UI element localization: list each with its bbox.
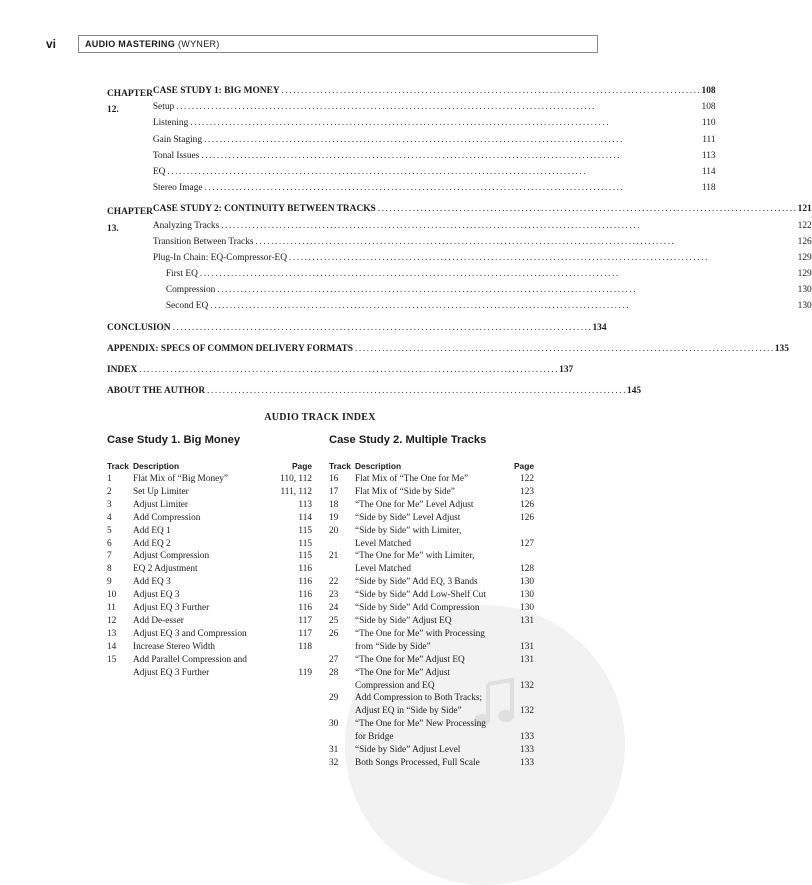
track-number: 3 xyxy=(107,499,112,510)
track-row[interactable] xyxy=(329,641,534,654)
track-number: 23 xyxy=(329,590,339,601)
track-number: 5 xyxy=(107,525,112,536)
track-number: 1 xyxy=(107,474,112,484)
track-description: Add Compression to Both Tracks; xyxy=(355,693,483,704)
track-description: Adjust EQ in “Side by Side” xyxy=(355,706,462,717)
track-description: from “Side by Side” xyxy=(355,641,431,652)
track-page xyxy=(504,667,534,680)
track-page: 113 xyxy=(298,499,312,510)
track-description: Add EQ 3 xyxy=(133,577,171,588)
toc-conclusion[interactable]: CONCLUSION . . . 134 xyxy=(107,323,533,344)
table-header: Track Description Page xyxy=(329,461,534,471)
track-number xyxy=(329,680,355,693)
track-row[interactable] xyxy=(107,550,312,563)
toc-entry[interactable]: Analyzing Tracks . . . 122 xyxy=(153,221,812,237)
track-row[interactable] xyxy=(107,602,312,615)
track-page xyxy=(504,628,534,641)
track-number: 19 xyxy=(329,512,339,523)
track-number: 10 xyxy=(107,590,117,601)
track-description: Add Compression xyxy=(133,512,201,523)
track-page xyxy=(504,718,534,731)
toc-entry[interactable]: Stereo Image . . . 118 xyxy=(153,183,716,199)
track-number: 18 xyxy=(329,499,339,510)
track-description: Adjust Compression xyxy=(133,551,210,562)
track-description: Adjust EQ 3 Further xyxy=(133,603,210,614)
track-number: 2 xyxy=(107,486,112,497)
track-number: 9 xyxy=(107,577,112,588)
track-description: Adjust EQ 3 and Compression xyxy=(133,628,247,639)
track-description: “The One for Me” Level Adjust xyxy=(355,499,474,510)
track-row[interactable] xyxy=(329,680,534,693)
track-row[interactable] xyxy=(107,667,312,680)
track-list-2 xyxy=(329,473,534,770)
track-number: 17 xyxy=(329,486,339,497)
track-page: 116 xyxy=(298,603,312,614)
track-row[interactable] xyxy=(107,615,312,628)
track-row[interactable] xyxy=(329,744,534,757)
track-page: 128 xyxy=(520,564,534,575)
table-of-contents xyxy=(107,86,812,407)
track-number: 12 xyxy=(107,615,117,626)
toc-index[interactable]: INDEX . . . 137 xyxy=(107,365,533,386)
case-study-2-heading: Case Study 2. Multiple Tracks xyxy=(329,434,487,446)
track-page: 115 xyxy=(298,538,312,549)
track-number: 32 xyxy=(329,757,339,768)
track-row[interactable] xyxy=(107,628,312,641)
track-number: 16 xyxy=(329,474,339,484)
track-page: 132 xyxy=(520,680,534,691)
track-page: 117 xyxy=(298,615,312,626)
track-number xyxy=(329,705,355,718)
audio-track-index-title: AUDIO TRACK INDEX xyxy=(264,412,376,423)
track-row[interactable] xyxy=(329,550,534,563)
track-page: 130 xyxy=(520,590,534,601)
track-row[interactable] xyxy=(329,667,534,680)
track-number: 7 xyxy=(107,551,112,562)
track-row[interactable] xyxy=(107,563,312,576)
track-page: 117 xyxy=(298,628,312,639)
track-row[interactable] xyxy=(329,525,534,538)
track-page: 130 xyxy=(520,577,534,588)
track-row[interactable] xyxy=(329,615,534,628)
track-description: EQ 2 Adjustment xyxy=(133,564,198,575)
track-row[interactable] xyxy=(107,538,312,551)
track-description: Set Up Limiter xyxy=(133,486,189,497)
track-description: Adjust EQ 3 xyxy=(133,590,180,601)
track-description: “The One for Me” Adjust xyxy=(355,667,451,678)
page-number: vi xyxy=(46,37,57,51)
toc-chapter-12 xyxy=(107,86,716,199)
toc-entry[interactable]: Setup . . . 108 xyxy=(153,102,716,118)
track-description: Flat Mix of “The One for Me” xyxy=(355,474,469,484)
track-page: 110, 112 xyxy=(280,474,312,484)
track-description: “Side by Side” Add Compression xyxy=(355,603,480,614)
track-number: 26 xyxy=(329,628,339,639)
track-page: 133 xyxy=(520,745,534,756)
toc-entry[interactable]: Second EQ . . . 130 xyxy=(153,301,812,317)
track-page: 115 xyxy=(298,525,312,536)
chapter-label: CHAPTER 12. xyxy=(107,89,153,116)
track-page: 123 xyxy=(520,486,534,497)
track-page: 122 xyxy=(520,474,534,484)
track-page: 111, 112 xyxy=(280,486,312,497)
track-description: Adjust Limiter xyxy=(133,499,189,510)
track-row[interactable] xyxy=(107,486,312,499)
track-row[interactable] xyxy=(329,718,534,731)
track-description: “Side by Side” Adjust Level xyxy=(355,745,461,756)
track-page: 133 xyxy=(520,732,534,743)
track-row[interactable] xyxy=(329,512,534,525)
track-number xyxy=(329,641,355,654)
track-row[interactable] xyxy=(329,757,534,770)
track-description: Flat Mix of “Side by Side” xyxy=(355,486,455,497)
toc-entry[interactable]: Gain Staging . . . 111 xyxy=(153,135,716,151)
track-description: Add De-esser xyxy=(133,615,184,626)
track-row[interactable] xyxy=(107,499,312,512)
track-description: Flat Mix of “Big Money” xyxy=(133,474,229,484)
track-row[interactable] xyxy=(329,705,534,718)
track-number xyxy=(329,731,355,744)
track-description: “Side by Side” Adjust EQ xyxy=(355,615,452,626)
case-study-1-column xyxy=(107,432,312,680)
track-row[interactable] xyxy=(329,589,534,602)
toc-entry[interactable]: CASE STUDY 2: CONTINUITY BETWEEN TRACKS . . . 121 xyxy=(153,204,812,220)
track-page: 118 xyxy=(298,641,312,652)
track-number: 21 xyxy=(329,551,339,562)
book-title: AUDIO MASTERING xyxy=(85,39,175,49)
track-number: 15 xyxy=(107,654,117,665)
track-row[interactable] xyxy=(329,731,534,744)
track-page: 131 xyxy=(520,641,534,652)
track-number: 4 xyxy=(107,512,112,523)
toc-entry[interactable]: CASE STUDY 1: BIG MONEY . . . 108 xyxy=(153,86,716,102)
track-page: 116 xyxy=(298,564,312,575)
track-description: Increase Stereo Width xyxy=(133,641,216,652)
track-description: Add Parallel Compression and xyxy=(133,654,247,665)
track-page: 127 xyxy=(520,538,534,549)
track-row[interactable] xyxy=(107,525,312,538)
track-number: 14 xyxy=(107,641,117,652)
toc-entry[interactable]: Compression . . . 130 xyxy=(153,285,812,301)
toc-entry[interactable]: Listening . . . 110 xyxy=(153,118,716,134)
track-page: 126 xyxy=(520,512,534,523)
track-number: 6 xyxy=(107,538,112,549)
header-title-box xyxy=(78,35,598,53)
track-page: 114 xyxy=(298,512,312,523)
toc-entry[interactable]: Tonal Issues . . . 113 xyxy=(153,151,716,167)
track-row[interactable] xyxy=(329,576,534,589)
track-description: “Side by Side” with Limiter, xyxy=(355,525,462,536)
track-description: “The One for Me” with Processing xyxy=(355,628,485,639)
toc-entry[interactable]: Plug-In Chain: EQ-Compressor-EQ . . . 129 xyxy=(153,253,812,269)
track-row[interactable] xyxy=(107,512,312,525)
track-list-1 xyxy=(107,473,312,680)
track-row[interactable] xyxy=(329,486,534,499)
toc-entry[interactable]: EQ . . . 114 xyxy=(153,167,716,183)
track-page xyxy=(504,550,534,563)
track-row[interactable] xyxy=(329,628,534,641)
track-description: “The One for Me” New Processing xyxy=(355,719,486,730)
toc-entry[interactable]: Transition Between Tracks . . . 126 xyxy=(153,237,812,253)
track-description: for Bridge xyxy=(355,732,394,743)
track-row[interactable] xyxy=(107,589,312,602)
track-row[interactable] xyxy=(107,473,312,486)
track-description: Add EQ 1 xyxy=(133,525,171,536)
track-description: Both Songs Processed, Full Scale xyxy=(355,757,480,768)
track-row[interactable] xyxy=(107,641,312,654)
track-row[interactable] xyxy=(329,499,534,512)
track-page xyxy=(504,692,534,705)
track-row[interactable] xyxy=(329,692,534,705)
track-page: 132 xyxy=(520,706,534,717)
track-number: 29 xyxy=(329,693,339,704)
track-page: 116 xyxy=(298,577,312,588)
track-row[interactable] xyxy=(329,563,534,576)
chapter-label: CHAPTER 13. xyxy=(107,207,153,234)
track-description: “Side by Side” Add Low-Shelf Cut xyxy=(355,590,486,601)
track-row[interactable] xyxy=(329,654,534,667)
track-number: 27 xyxy=(329,654,339,665)
track-number xyxy=(107,667,133,680)
book-author: (WYNER) xyxy=(178,39,220,49)
toc-appendix[interactable]: APPENDIX: SPECS OF COMMON DELIVERY FORMATS . . . 135 xyxy=(107,344,533,365)
toc-about-author[interactable]: ABOUT THE AUTHOR . . . 145 xyxy=(107,386,533,407)
track-number: 11 xyxy=(107,603,116,614)
track-page: 133 xyxy=(520,757,534,768)
track-page: 131 xyxy=(520,615,534,626)
track-row[interactable] xyxy=(329,602,534,615)
track-row[interactable] xyxy=(107,654,312,667)
track-number: 25 xyxy=(329,615,339,626)
track-number: 24 xyxy=(329,603,339,614)
track-row[interactable] xyxy=(107,576,312,589)
track-description: Compression and EQ xyxy=(355,680,435,691)
track-description: “The One for Me” Adjust EQ xyxy=(355,654,465,665)
track-page: 130 xyxy=(520,603,534,614)
track-description: “Side by Side” Level Adjust xyxy=(355,512,461,523)
track-description: “Side by Side” Add EQ, 3 Bands xyxy=(355,577,478,588)
track-page: 119 xyxy=(298,667,312,678)
track-description: Add EQ 2 xyxy=(133,538,171,549)
toc-chapter-13 xyxy=(107,204,812,317)
toc-entry[interactable]: First EQ . . . 129 xyxy=(153,269,812,285)
track-page: 131 xyxy=(520,654,534,665)
track-number: 20 xyxy=(329,525,339,536)
table-header: Track Description Page xyxy=(107,461,312,471)
track-number xyxy=(329,563,355,576)
track-row[interactable] xyxy=(329,538,534,551)
track-number: 13 xyxy=(107,628,117,639)
track-description: “The One for Me” with Limiter, xyxy=(355,551,475,562)
track-page xyxy=(504,525,534,538)
track-number xyxy=(329,538,355,551)
track-number: 31 xyxy=(329,745,339,756)
track-description: Level Matched xyxy=(355,538,412,549)
track-number: 22 xyxy=(329,577,339,588)
running-header xyxy=(46,35,598,53)
track-description: Adjust EQ 3 Further xyxy=(133,667,210,678)
track-number: 30 xyxy=(329,719,339,730)
track-number: 28 xyxy=(329,667,339,678)
track-page: 116 xyxy=(298,590,312,601)
track-description: Level Matched xyxy=(355,564,412,575)
track-page: 115 xyxy=(298,551,312,562)
case-study-1-heading: Case Study 1. Big Money xyxy=(107,434,241,446)
track-page: 126 xyxy=(520,499,534,510)
track-page xyxy=(264,654,312,667)
case-study-2-column xyxy=(329,432,534,770)
track-number: 8 xyxy=(107,564,112,575)
track-row[interactable] xyxy=(329,473,534,486)
